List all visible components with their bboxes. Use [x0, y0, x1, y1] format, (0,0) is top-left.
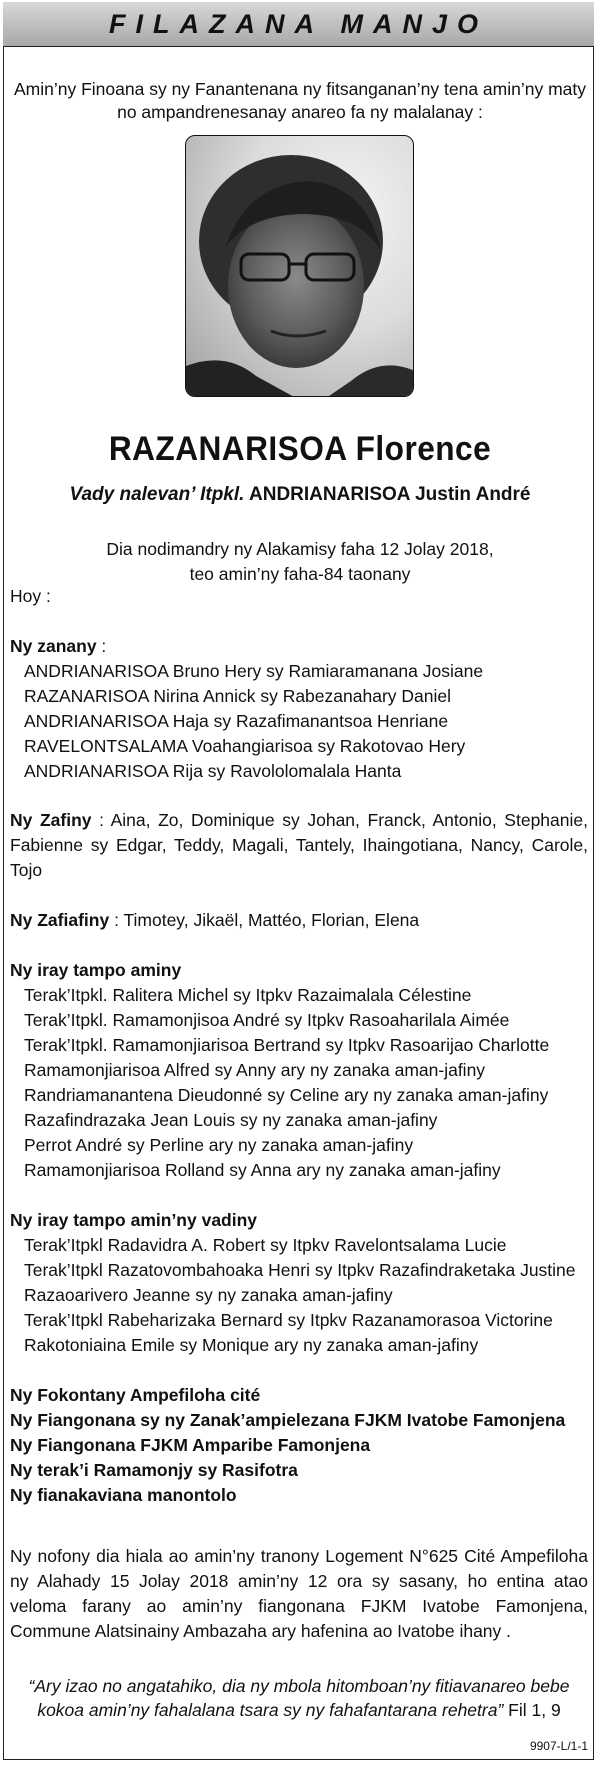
- portrait-image: [186, 136, 414, 397]
- children-label: Ny zanany: [10, 636, 97, 656]
- list-item: Ramamonjiarisoa Rolland sy Anna ary ny zanaka aman-jafiny: [24, 1160, 501, 1180]
- grandchildren-label: Ny Zafiny: [10, 810, 92, 830]
- organization-item: Ny Fokontany Ampefiloha cité: [10, 1385, 261, 1405]
- organization-item: Ny fianakaviana manontolo: [10, 1485, 237, 1505]
- great-grandchildren-text: : Timotey, Jikaël, Mattéo, Florian, Elena: [109, 910, 420, 930]
- reference-code: 9907-L/1-1: [529, 1739, 588, 1753]
- bible-quote: [20, 1674, 578, 1722]
- intro-line-1: Amin’ny Finoana sy ny Fanantenana ny fitsanganan’ny tena amin’ny maty: [14, 79, 586, 99]
- list-item: ANDRIANARISOA Rija sy Ravololomalala Hanta: [24, 761, 402, 781]
- intro-line-2: no ampandrenesanay anareo fa ny malalanay :: [117, 102, 483, 122]
- quote-line-1: “Ary izao no angatahiko, dia ny mbola hitomboan’ny fitiavanareo bebe: [28, 1676, 570, 1696]
- notice-title: FILAZANA MANJO: [109, 8, 488, 39]
- intro-text: [10, 78, 590, 124]
- list-item: ANDRIANARISOA Haja sy Razafimanantsoa Henriane: [24, 711, 449, 731]
- deceased-name: RAZANARISOA Florence: [108, 430, 492, 468]
- siblings-section: [10, 958, 588, 1183]
- great-grandchildren-label: Ny Zafiafiny: [10, 910, 110, 930]
- notice-header: [3, 2, 594, 47]
- organization-item: Ny terak’i Ramamonjy sy Rasifotra: [10, 1460, 298, 1480]
- list-item: Razafindrazaka Jean Louis sy ny zanaka aman-jafiny: [24, 1110, 438, 1130]
- funeral-details: Ny nofony dia hiala ao amin’ny tranony Logement N°625 Cité Ampefiloha ny Alahady 15 Jolay 2018 amin’ny 12 ora sy sasany, ho entina atao veloma farany ao amin’ny fiangonana FJKM Ivatobe Famonjena, Commune Alatsinainy Ambazaha ary hafenina ao Ivatobe ihany .: [10, 1546, 588, 1641]
- organization-item: Ny Fiangonana sy ny Zanak’ampielezana FJKM Ivatobe Famonjena: [10, 1410, 566, 1430]
- organizations-section: [10, 1383, 588, 1508]
- siblings-label: Ny iray tampo aminy: [10, 960, 182, 980]
- list-item: Razaoarivero Jeanne sy ny zanaka aman-jafiny: [24, 1285, 393, 1305]
- spouse-name: ANDRIANARISOA Justin André: [249, 484, 531, 505]
- quote-line-2: kokoa amin’ny fahalalana tsara sy ny fahafantarana rehetra”: [37, 1700, 504, 1720]
- list-item: Rakotoniaina Emile sy Monique ary ny zanaka aman-jafiny: [24, 1335, 479, 1355]
- list-item: Terak’Itpkl. Ramamonjisoa André sy Itpkv Rasoaharilala Aimée: [24, 1010, 510, 1030]
- hoy-label: Hoy :: [10, 586, 51, 606]
- list-item: Terak’Itpkl. Ramamonjiarisoa Bertrand sy Itpkv Rasoarijao Charlotte: [24, 1035, 550, 1055]
- death-line-1: Dia nodimandry ny Alakamisy faha 12 Jolay 2018,: [106, 539, 494, 559]
- list-item: Randriamanantena Dieudonné sy Celine ary ny zanaka aman-jafiny: [24, 1085, 549, 1105]
- quote-reference: Fil 1, 9: [503, 1700, 561, 1720]
- children-suffix: :: [96, 636, 107, 656]
- list-item: RAVELONTSALAMA Voahangiarisoa sy Rakotovao Hery: [24, 736, 466, 756]
- list-item: Terak’Itpkl Radavidra A. Robert sy Itpkv Ravelontsalama Lucie: [24, 1235, 507, 1255]
- death-line-2: teo amin’ny faha-84 taonany: [189, 564, 411, 584]
- spouse-line: [10, 484, 590, 506]
- list-item: Ramamonjiarisoa Alfred sy Anny ary ny zanaka aman-jafiny: [24, 1060, 486, 1080]
- spouse-siblings-label: Ny iray tampo amin’ny vadiny: [10, 1210, 258, 1230]
- list-item: ANDRIANARISOA Bruno Hery sy Ramiaramanana Josiane: [24, 661, 484, 681]
- list-item: RAZANARISOA Nirina Annick sy Rabezanahary Daniel: [24, 686, 451, 706]
- organization-item: Ny Fiangonana FJKM Amparibe Famonjena: [10, 1435, 371, 1455]
- spouse-siblings-section: [10, 1208, 588, 1358]
- list-item: Terak’Itpkl Rabeharizaka Bernard sy Itpkv Razanamorasoa Victorine: [24, 1310, 553, 1330]
- list-item: Terak’Itpkl. Ralitera Michel sy Itpkv Razaimalala Célestine: [24, 985, 472, 1005]
- grandchildren-text: : Aina, Zo, Dominique sy Johan, Franck, Antonio, Stephanie, Fabienne sy Edgar, Teddy, Magali, Tantely, Ihaingotiana, Nancy, Carole, Tojo: [10, 810, 588, 880]
- deceased-portrait-photo: [185, 135, 414, 397]
- children-section: [10, 634, 588, 784]
- death-announcement: [10, 537, 590, 587]
- list-item: Perrot André sy Perline ary ny zanaka aman-jafiny: [24, 1135, 414, 1155]
- spouse-prefix: Vady nalevan’ Itpkl.: [69, 484, 245, 505]
- great-grandchildren-section: [10, 908, 588, 933]
- list-item: Terak’Itpkl Razatovombahoaka Henri sy Itpkv Razafindraketaka Justine: [24, 1260, 576, 1280]
- grandchildren-section: [10, 808, 588, 883]
